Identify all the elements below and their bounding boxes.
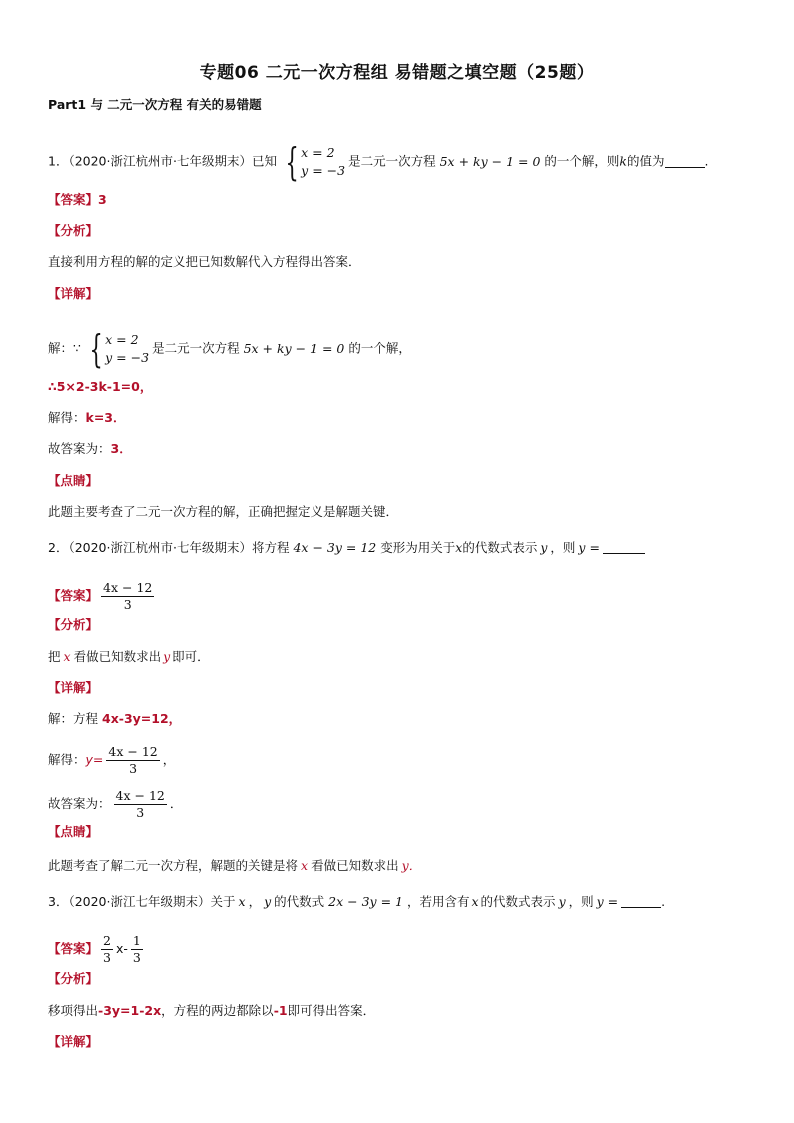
- a2-detail2-c: ，: [162, 752, 176, 767]
- a2-analysis-label: 【分析】: [48, 617, 99, 632]
- a1-comment-label: 【点睛】: [48, 473, 99, 488]
- q3-suffix: ，则: [568, 894, 594, 909]
- q1-suffix2: 的值为: [627, 153, 665, 169]
- a1-detail-line: [48, 327, 411, 371]
- a3-analysis-e: 即可得出答案．: [287, 1003, 376, 1018]
- a1-equation-system: [84, 327, 150, 371]
- a1-answer: [48, 191, 107, 209]
- part-heading: Part1 与 二元一次方程 有关的易错题: [48, 97, 262, 112]
- q1-sys-bottom: y = −3: [301, 163, 346, 178]
- a1-detail-prefix: 解：∵: [48, 340, 81, 356]
- answer-label: 【答案】: [48, 941, 99, 956]
- a3-fraction-1: [101, 933, 113, 966]
- a1-step3-label: 故答案为：: [48, 441, 111, 456]
- a2-answer: [48, 580, 157, 613]
- q3-x2: x: [471, 894, 479, 909]
- question-3: [48, 893, 665, 911]
- fraction-numerator: 2: [103, 933, 111, 948]
- q2-y: y: [540, 540, 548, 555]
- q3-answer-blank[interactable]: [621, 894, 661, 908]
- q1-answer-blank[interactable]: [665, 154, 705, 168]
- a1-analysis-label: 【分析】: [48, 223, 99, 238]
- a3-analysis-c: ，方程的两边都除以: [161, 1003, 274, 1018]
- fraction-denominator: 3: [129, 761, 138, 776]
- q2-y-equals: y =: [578, 540, 600, 555]
- a1-step3-value: 3．: [110, 441, 132, 456]
- a2-detail1-b: 4x-3y=12，: [102, 711, 182, 726]
- question-1: [48, 140, 709, 184]
- a1-sys-bottom: y = −3: [105, 350, 150, 365]
- a3-analysis-d: -1: [273, 1003, 288, 1018]
- fraction-numerator: 4x − 12: [115, 788, 165, 803]
- a1-comment: 此题主要考查了二元一次方程的解，正确把握定义是解题关键．: [48, 504, 399, 519]
- question-2: [48, 539, 645, 557]
- a2-comment-a: 此题考查了解二元一次方程，解题的关键是将: [48, 858, 299, 873]
- fraction-numerator: 4x − 12: [103, 580, 153, 595]
- q1-suffix1: 的一个解，则: [544, 153, 620, 169]
- a2-comment: [48, 857, 421, 875]
- q2-suffix: ，则: [550, 540, 576, 555]
- a2-analysis-b: 看做已知数求出: [73, 649, 162, 664]
- a2-detail1-a: 解：方程: [48, 711, 99, 726]
- q1-end: .: [704, 153, 709, 169]
- brace-icon: {: [89, 327, 103, 371]
- a2-comment-label: 【点睛】: [48, 824, 99, 839]
- fraction-denominator: 3: [123, 597, 132, 612]
- a2-detail3-c: ．: [169, 796, 183, 811]
- a2-analysis-c: 即可．: [172, 649, 210, 664]
- q3-mid2: ，若用含有: [406, 894, 470, 909]
- a1-detail-suffix: 的一个解，: [348, 340, 411, 356]
- a2-detail-3: [48, 788, 182, 821]
- a2-detail-label: 【详解】: [48, 680, 99, 695]
- q3-y: y: [264, 894, 272, 909]
- a3-answer: [48, 933, 146, 966]
- document-title: 专题06 二元一次方程组 易错题之填空题（25题）: [199, 63, 595, 83]
- q3-sep: ，: [248, 894, 262, 909]
- q3-mid3: 的代数式表示: [480, 894, 556, 909]
- a1-step2: [48, 409, 126, 427]
- a3-fraction-2: [131, 933, 143, 966]
- a3-analysis-a: 移项得出: [48, 1003, 99, 1018]
- fraction-denominator: 3: [136, 805, 145, 820]
- a3-analysis-label: 【分析】: [48, 971, 99, 986]
- a2-answer-fraction: [101, 580, 154, 613]
- a1-step3: [48, 440, 132, 458]
- fraction-numerator: 4x − 12: [108, 744, 158, 759]
- q1-mid: 是二元一次方程: [348, 153, 436, 169]
- q3-mid: 的代数式: [274, 894, 325, 909]
- a2-detail2-b: y=: [85, 752, 104, 767]
- a3-analysis-b: -3y=1-2x: [98, 1003, 162, 1018]
- a1-analysis: 直接利用方程的解的定义把已知数解代入方程得出答案．: [48, 254, 361, 269]
- q2-answer-blank[interactable]: [603, 540, 645, 554]
- a2-analysis: [48, 648, 210, 666]
- q3-y-equals: y =: [596, 894, 619, 909]
- q3-prefix: 3．（2020·浙江七年级期末）关于: [48, 894, 236, 909]
- a2-analysis-y: y: [163, 649, 171, 664]
- fraction-denominator: 3: [103, 950, 111, 965]
- a1-detail-label: 【详解】: [48, 286, 99, 301]
- a1-step2-value: k=3．: [85, 410, 126, 425]
- a2-comment-b: 看做已知数求出: [311, 858, 399, 873]
- q2-mid: 变形为用关于: [380, 540, 456, 555]
- answer-label: 【答案】: [48, 588, 99, 603]
- q2-mid2: 的代数式表示: [462, 540, 538, 555]
- a1-step1: ∴5×2-3k-1=0，: [48, 379, 153, 394]
- a2-comment-y: y．: [401, 858, 422, 873]
- q1-equation-system: [280, 140, 346, 184]
- q3-end: .: [661, 894, 666, 909]
- a2-analysis-a: 把: [48, 649, 61, 664]
- a2-detail2-fraction: [106, 744, 159, 777]
- q1-equation: 5x + ky − 1 = 0: [439, 153, 541, 169]
- q3-equation: 2x − 3y = 1: [328, 894, 403, 909]
- a1-detail-mid: 是二元一次方程: [152, 340, 240, 356]
- fraction-numerator: 1: [132, 933, 141, 948]
- a1-detail-equation: 5x + ky − 1 = 0: [243, 340, 345, 356]
- fraction-denominator: 3: [132, 950, 141, 965]
- a2-detail2-a: 解得：: [48, 752, 86, 767]
- q3-y2: y: [558, 894, 566, 909]
- a3-analysis: [48, 1002, 375, 1020]
- q3-x: x: [238, 894, 246, 909]
- a1-step2-label: 解得：: [48, 410, 86, 425]
- a2-detail3-a: 故答案为：: [48, 796, 111, 811]
- q1-prefix: 1．（2020·浙江杭州市·七年级期末）已知: [48, 153, 277, 169]
- a2-comment-x: x: [301, 858, 309, 873]
- q2-prefix: 2．（2020·浙江杭州市·七年级期末）将方程: [48, 540, 290, 555]
- q1-k: k: [619, 153, 627, 169]
- a2-detail-1: [48, 710, 181, 728]
- brace-icon: {: [285, 140, 299, 184]
- q2-equation: 4x − 3y = 12: [293, 540, 377, 555]
- a2-analysis-x: x: [63, 649, 71, 664]
- q1-sys-top: x = 2: [301, 145, 335, 160]
- answer-label: 【答案】: [48, 192, 99, 207]
- a3-x-minus: x-: [115, 941, 128, 956]
- a2-detail-2: [48, 744, 175, 777]
- q2-x: x: [455, 540, 463, 555]
- a3-detail-label: 【详解】: [48, 1034, 99, 1049]
- a1-sys-top: x = 2: [105, 332, 139, 347]
- a2-detail3-fraction: [114, 788, 167, 821]
- a1-answer-value: 3: [98, 192, 107, 207]
